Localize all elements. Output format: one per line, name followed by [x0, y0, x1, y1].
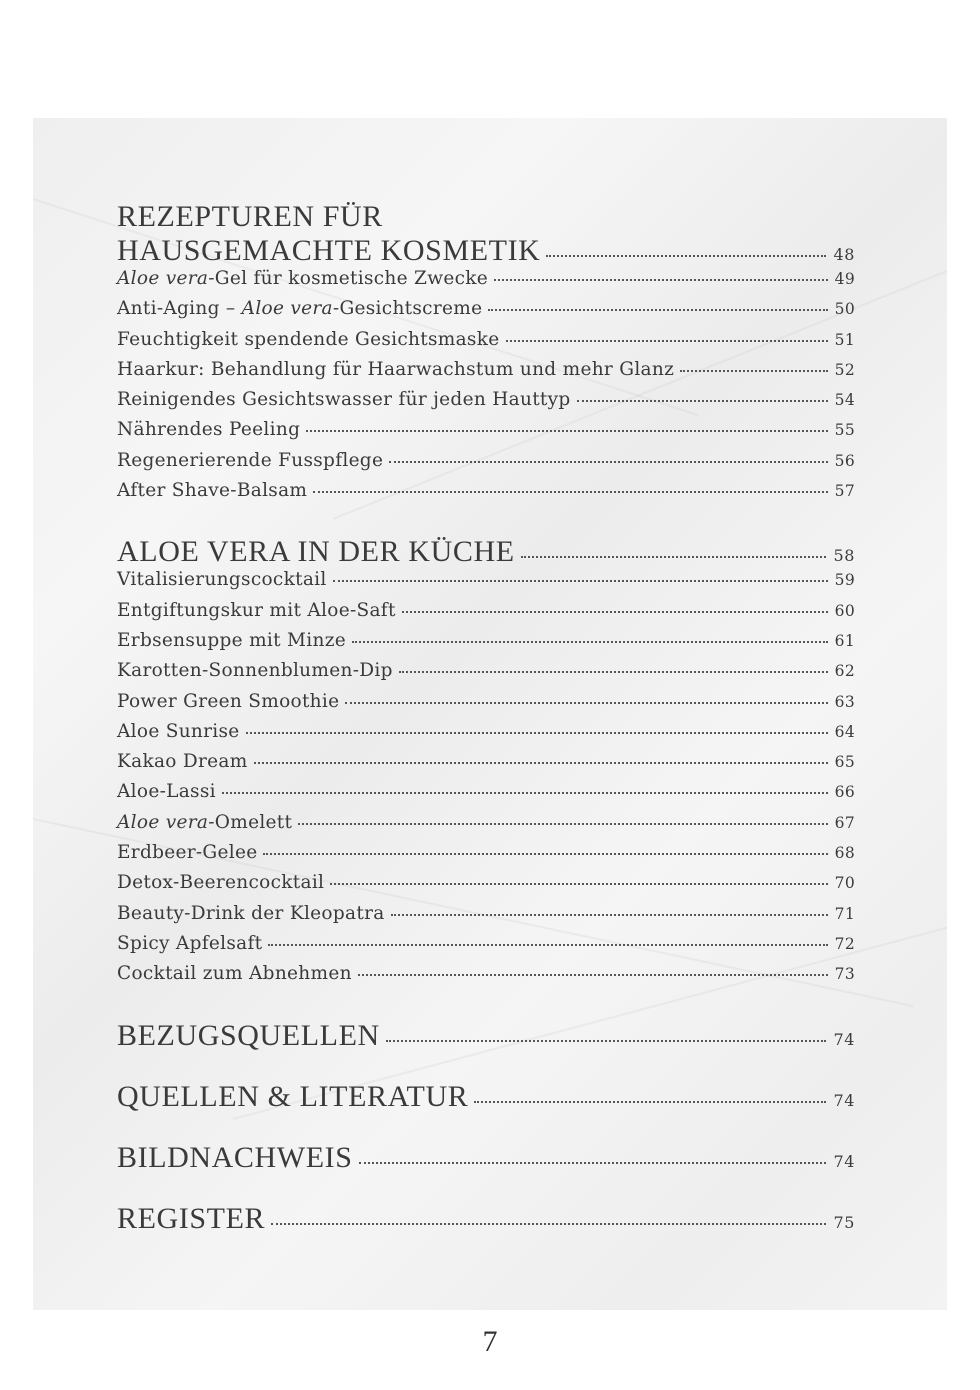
toc-entry-title	[117, 721, 240, 742]
section-spacer	[117, 1116, 855, 1141]
toc-entry-title	[117, 630, 346, 651]
toc-heading-title: BILDNACHWEIS	[117, 1140, 353, 1174]
toc-entry[interactable]	[117, 751, 855, 781]
page-ref: 68	[834, 844, 855, 863]
toc-entry-title	[117, 751, 248, 772]
dot-leader	[494, 279, 828, 281]
toc-entry-title	[117, 933, 262, 954]
page-ref: 74	[833, 1029, 855, 1049]
dot-leader	[263, 853, 827, 855]
section-spacer	[117, 994, 855, 1019]
toc-entry[interactable]	[117, 359, 855, 389]
page-ref: 64	[834, 722, 855, 741]
page-ref: 55	[834, 421, 855, 440]
page-ref: 51	[834, 330, 855, 349]
dot-leader	[389, 461, 827, 463]
toc-entry-title	[117, 600, 396, 621]
toc-entry-title	[117, 872, 324, 893]
entry-text: Kakao Dream	[117, 751, 248, 773]
entry-text-prefix: Anti-Aging –	[117, 298, 242, 320]
toc-heading-title: REGISTER	[117, 1201, 266, 1235]
toc-entry-title	[117, 450, 383, 471]
toc-heading-title: BEZUGSQUELLEN	[117, 1018, 380, 1052]
page-ref: 57	[834, 482, 855, 501]
toc-entry[interactable]	[117, 781, 855, 811]
dot-leader	[271, 1223, 826, 1225]
entry-text: Detox-Beerencocktail	[117, 872, 325, 894]
entry-text: Spicy Apfelsaft	[117, 932, 263, 954]
toc-heading-title: HAUSGEMACHTE KOSMETIK	[117, 234, 541, 267]
page-ref: 56	[834, 451, 855, 470]
toc-heading-title: QUELLEN & LITERATUR	[117, 1079, 469, 1113]
entry-text: Haarkur: Behandlung für Haarwachstum und mehr Glanz	[117, 358, 675, 380]
toc-entry[interactable]	[117, 630, 855, 660]
dot-leader	[268, 944, 827, 946]
dot-leader	[402, 611, 828, 613]
section-spacer	[117, 1177, 855, 1202]
toc-entry-title	[117, 329, 500, 350]
page-ref: 63	[834, 692, 855, 711]
entry-text: Feuchtigkeit spendende Gesichtsmaske	[117, 328, 500, 350]
dot-leader	[333, 580, 828, 582]
toc-entry[interactable]	[117, 721, 855, 751]
section-spacer	[117, 1055, 855, 1080]
toc-entry[interactable]	[117, 812, 855, 842]
entry-text: Karotten-Sonnenblumen-Dip	[117, 660, 393, 682]
toc-entry[interactable]	[117, 480, 855, 510]
dot-leader	[391, 914, 828, 916]
page-ref: 48	[833, 245, 855, 264]
toc-heading[interactable]	[117, 234, 855, 268]
toc-entry[interactable]	[117, 691, 855, 721]
toc-entry-title	[117, 569, 327, 590]
section-spacer	[117, 510, 855, 535]
page-ref: 72	[834, 934, 855, 953]
entry-text: After Shave-Balsam	[117, 480, 308, 502]
entry-text: Power Green Smoothie	[117, 690, 340, 712]
dot-leader	[359, 1162, 827, 1164]
page-ref: 58	[833, 546, 855, 566]
dot-leader	[474, 1101, 826, 1103]
dot-leader	[254, 762, 828, 764]
toc-entry[interactable]	[117, 842, 855, 872]
dot-leader	[246, 732, 828, 734]
toc-heading[interactable]	[117, 535, 855, 569]
dot-leader	[358, 974, 828, 976]
toc-heading[interactable]	[117, 1080, 855, 1116]
toc-heading[interactable]	[117, 1202, 855, 1238]
toc-entry[interactable]	[117, 450, 855, 480]
dot-leader	[488, 309, 827, 311]
toc-entry-title	[117, 963, 352, 984]
page-ref: 60	[834, 601, 855, 620]
toc-entry-title	[117, 359, 674, 380]
toc-entry-title	[117, 812, 292, 833]
toc-entry-title	[117, 781, 216, 802]
toc-entry[interactable]	[117, 268, 855, 298]
entry-text-italic: Aloe vera	[117, 811, 209, 833]
toc-entry-title	[117, 419, 300, 440]
toc-heading-line: REZEPTUREN FÜR	[117, 200, 383, 233]
toc-heading[interactable]	[117, 1141, 855, 1177]
page-ref: 61	[834, 631, 855, 650]
dot-leader	[577, 400, 828, 402]
page-ref: 74	[833, 1151, 855, 1171]
page-ref: 71	[834, 904, 855, 923]
toc-entry-title	[117, 660, 393, 681]
page-ref: 50	[834, 300, 855, 319]
entry-text: Entgiftungskur mit Aloe-Saft	[117, 599, 396, 621]
entry-text: Erbsensuppe mit Minze	[117, 629, 347, 651]
toc-entry[interactable]	[117, 389, 855, 419]
entry-text: -Gesichtscreme	[332, 298, 483, 320]
entry-text: Vitalisierungscocktail	[117, 569, 327, 591]
toc-heading-title: ALOE VERA IN DER KÜCHE	[117, 535, 515, 569]
entry-text-italic: Aloe vera	[241, 298, 333, 320]
entry-text: -Gel für kosmetische Zwecke	[208, 268, 489, 289]
dot-leader	[386, 1040, 827, 1042]
toc-entry-title	[117, 842, 257, 863]
entry-text: Regenerierende Fusspflege	[117, 449, 384, 471]
toc-entry-title	[117, 268, 488, 289]
entry-text-italic: Aloe vera	[117, 268, 209, 289]
entry-text: Reinigendes Gesichtswasser für jeden Hauttyp	[117, 389, 571, 411]
dot-leader	[680, 370, 828, 372]
page-ref: 74	[833, 1090, 855, 1110]
page-ref: 62	[834, 662, 855, 681]
toc-entry[interactable]	[117, 963, 855, 993]
toc-entry[interactable]	[117, 903, 855, 933]
toc-entry[interactable]	[117, 419, 855, 449]
dot-leader	[330, 883, 827, 885]
page-ref: 65	[834, 753, 855, 772]
page-ref: 67	[834, 813, 855, 832]
page-ref: 52	[834, 360, 855, 379]
dot-leader	[306, 430, 827, 432]
dot-leader	[352, 641, 828, 643]
entry-text: -Omelett	[208, 811, 293, 833]
toc-entry[interactable]	[117, 872, 855, 902]
page-ref: 66	[834, 783, 855, 802]
entry-text: Aloe Sunrise	[117, 720, 240, 742]
entry-text: Aloe-Lassi	[117, 781, 216, 803]
dot-leader	[506, 340, 828, 342]
toc-heading[interactable]	[117, 1019, 855, 1055]
page-ref: 70	[834, 874, 855, 893]
toc-entry[interactable]	[117, 298, 855, 328]
table-of-contents	[117, 200, 855, 1238]
toc-entry[interactable]	[117, 660, 855, 690]
toc-entry[interactable]	[117, 329, 855, 359]
toc-entry-title	[117, 298, 482, 319]
page-ref: 75	[833, 1212, 855, 1232]
page-ref: 54	[834, 391, 855, 410]
dot-leader	[298, 823, 827, 825]
entry-text: Erdbeer-Gelee	[117, 842, 258, 864]
toc-entry-title	[117, 903, 385, 924]
toc-entry[interactable]	[117, 600, 855, 630]
dot-leader	[546, 255, 826, 257]
page-ref: 59	[834, 571, 855, 590]
toc-entry[interactable]	[117, 933, 855, 963]
dot-leader	[313, 491, 827, 493]
page-ref: 49	[834, 270, 855, 288]
entry-text: Beauty-Drink der Kleopatra	[117, 902, 385, 924]
dot-leader	[222, 792, 828, 794]
entry-text: Nährendes Peeling	[117, 419, 301, 441]
dot-leader	[399, 671, 828, 673]
entry-text: Cocktail zum Abnehmen	[117, 963, 352, 985]
dot-leader	[345, 702, 827, 704]
toc-entry-title	[117, 389, 571, 410]
toc-entry-title	[117, 691, 339, 712]
page-number: 7	[482, 1325, 498, 1358]
dot-leader	[521, 556, 827, 558]
page-ref: 73	[834, 965, 855, 984]
toc-entry-title	[117, 480, 307, 501]
toc-entry[interactable]	[117, 569, 855, 599]
